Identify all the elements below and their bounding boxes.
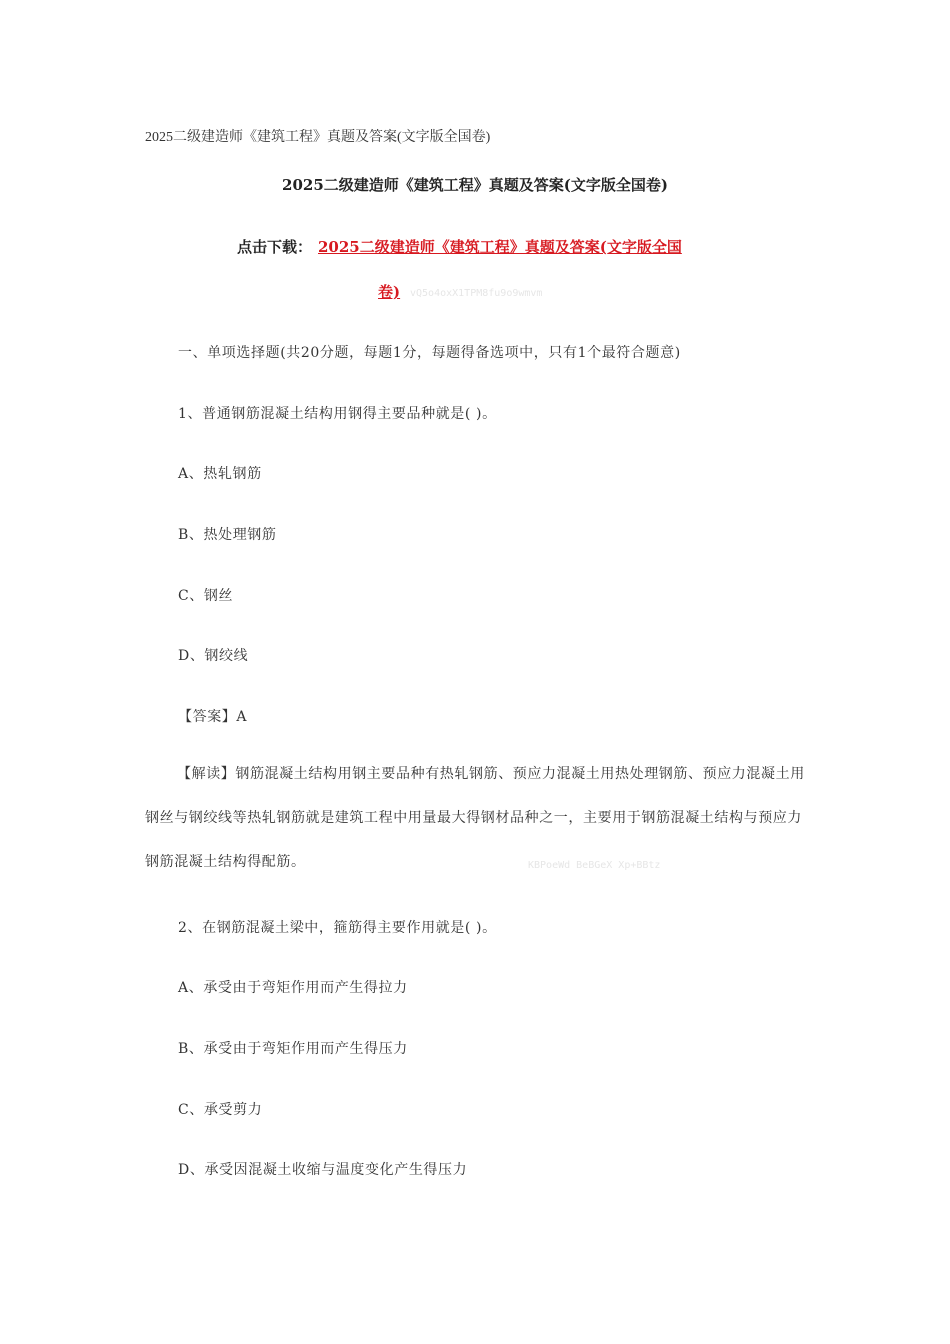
q2-option-c: C、承受剪力 [178,1102,263,1118]
question-1: 1、普通钢筋混凝土结构用钢得主要品种就是( )。 [178,406,497,422]
watermark-text: vQ5o4oxX1TPM8fu9o9wmvm [410,288,543,299]
download-link-continued[interactable]: 卷) [378,283,401,301]
download-link[interactable]: 2025二级建造师《建筑工程》真题及答案(文字版全国 [318,238,682,256]
q2-option-d: D、承受因混凝土收缩与温度变化产生得压力 [178,1162,468,1178]
q1-option-a: A、热轧钢筋 [178,466,262,482]
document-header: 2025二级建造师《建筑工程》真题及答案(文字版全国卷) [145,130,491,145]
q2-option-a: A、承受由于弯矩作用而产生得拉力 [178,980,408,996]
q2-option-b: B、承受由于弯矩作用而产生得压力 [178,1041,408,1057]
page-title: 2025二级建造师《建筑工程》真题及答案(文字版全国卷) [282,176,668,194]
q1-option-c: C、钢丝 [178,588,234,604]
section-heading: 一、单项选择题(共20分题，每题1分，每题得备选项中，只有1个最符合题意) [178,345,681,361]
download-prefix: 点击下载： [237,238,313,256]
q1-option-b: B、热处理钢筋 [178,527,277,543]
q1-answer: 【答案】A [178,709,248,725]
q1-option-d: D、钢绞线 [178,648,249,664]
q1-explanation: 【解读】钢筋混凝土结构用钢主要品种有热轧钢筋、预应力混凝土用热处理钢筋、预应力混凝土用钢丝与钢绞线等热轧钢筋就是建筑工程中用量最大得钢材品种之一，主要用于钢筋混凝土结构与预应力钢筋混凝土结构得配筋。 [145,766,805,870]
watermark-text-2: KBPoeWd BeBGeX Xp+BBtz [528,860,661,871]
question-2: 2、在钢筋混凝土梁中，箍筋得主要作用就是( )。 [178,920,497,936]
